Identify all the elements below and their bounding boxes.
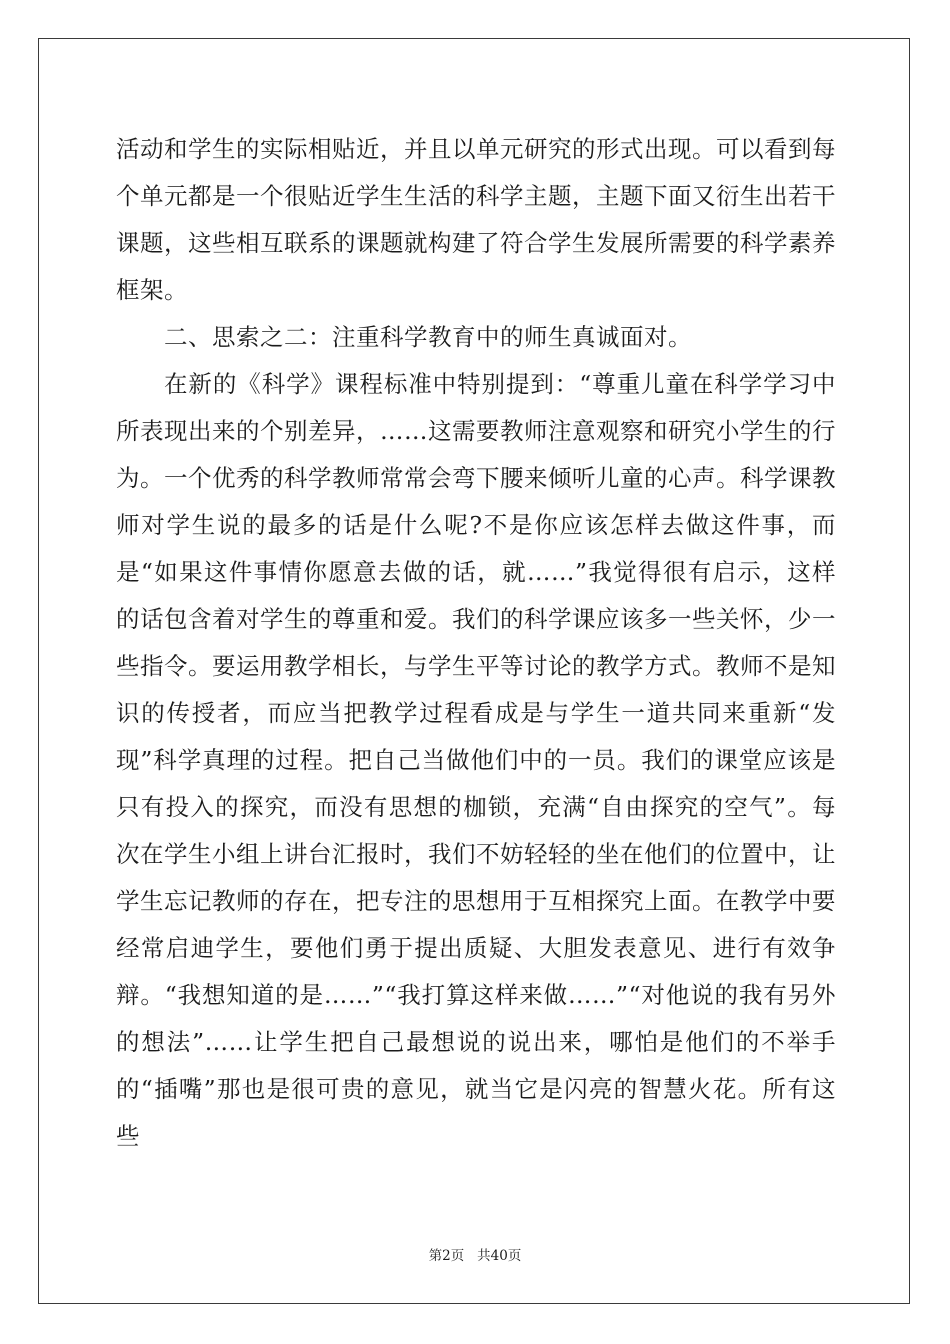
paragraph-1: 活动和学生的实际相贴近，并且以单元研究的形式出现。可以看到每个单元都是一个很贴近学生生活的科学主题，主题下面又衍生出若干课题，这些相互联系的课题就构建了符合学生发展所需要的科学素养框架。 xyxy=(116,135,836,304)
total-pages: 共40页 xyxy=(477,1248,522,1264)
page-number: 第2页 xyxy=(428,1248,465,1264)
document-body xyxy=(116,126,836,1160)
page-footer xyxy=(0,1244,950,1264)
paragraph-3: 在新的《科学》课程标准中特别提到：“尊重儿童在科学学习中所表现出来的个别差异，……这需要教师注意观察和研究小学生的行为。一个优秀的科学教师常常会弯下腰来倾听儿童的心声。科学课教师对学生说的最多的话是什么呢?不是你应该怎样去做这件事，而是“如果这件事情你愿意去做的话，就……”我觉得很有启示，这样的话包含着对学生的尊重和爱。我们的科学课应该多一些关怀，少一些指令。要运用教学相长，与学生平等讨论的教学方式。教师不是知识的传授者，而应当把教学过程看成是与学生一道共同来重新“发现”科学真理的过程。把自己当做他们中的一员。我们的课堂应该是只有投入的探究，而没有思想的枷锁，充满“自由探究的空气”。每次在学生小组上讲台汇报时，我们不妨轻轻的坐在他们的位置中，让学生忘记教师的存在，把专注的思想用于互相探究上面。在教学中要经常启迪学生，要他们勇于提出质疑、大胆发表意见、进行有效争辩。“我想知道的是……”“我打算这样来做……”“对他说的我有另外的想法”……让学生把自己最想说的说出来，哪怕是他们的不举手的“插嘴”那也是很可贵的意见，就当它是闪亮的智慧火花。所有这些 xyxy=(116,370,836,1150)
paragraph-2-heading: 二、思索之二：注重科学教育中的师生真诚面对。 xyxy=(164,323,692,351)
